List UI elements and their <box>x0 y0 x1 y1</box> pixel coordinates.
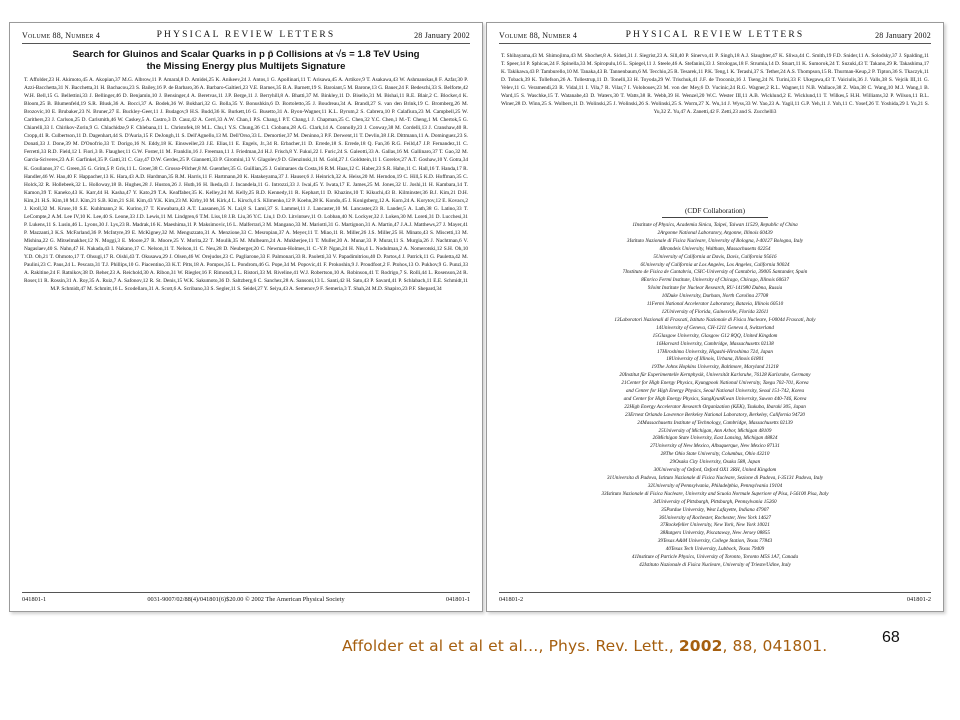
institution-line: 30University of Oxford, Oxford OX1 3RH, United Kingdom <box>653 467 777 474</box>
citation-text: Affolder et al et al et al…, Phys. Rev. Lett., <box>342 637 679 655</box>
institution-line: 32University of Pennsylvania, Philadelphia, Pennsylvania 19104 <box>647 482 783 489</box>
institution-line: 9Joint Institute for Nuclear Research, RU-141980 Dubna, Russia <box>647 285 783 292</box>
issue-date: 28 January 2002 <box>414 31 470 40</box>
institution-line: 3Istituto Nazionale di Fisica Nucleare, University of Bologna, I-40127 Bologna, Italy <box>626 237 804 244</box>
issue-date: 28 January 2002 <box>875 31 931 40</box>
institution-line: 28The Ohio State University, Columbus, Ohio 43210 <box>660 451 770 458</box>
citation-year: 2002 <box>678 637 723 655</box>
page-header <box>22 29 470 44</box>
institution-line: 39Texas A&M University, College Station, Texas 77843 <box>657 538 773 545</box>
institution-line: 34University of Pittsburgh, Pittsburgh, Pennsylvania 15260 <box>653 498 777 505</box>
institution-line: 4Brandeis University, Waltham, Massachusetts 02254 <box>659 245 771 252</box>
footer-copyright: 0031-9007/02/88(4)/041801(6)$20.00 © 2002 The American Physical Society <box>147 596 345 603</box>
institution-line: 12University of Florida, Gainesville, Florida 32611 <box>661 308 769 315</box>
page-footer <box>499 592 931 607</box>
footer-page-id-right: 041801-1 <box>445 596 470 603</box>
citation-caption <box>342 637 827 655</box>
institution-line: 2Argonne National Laboratory, Argonne, Illinois 60439 <box>657 229 773 236</box>
institution-line: 18University of Illinois, Urbana, Illinois 61801 <box>666 356 764 363</box>
institution-line: 29Osaka City University, Osaka 588, Japan <box>669 459 761 466</box>
paper-title <box>30 49 462 72</box>
institution-line: 21Center for High Energy Physics, Kyungpook National University, Taegu 702-701, Korea <box>621 380 809 387</box>
collaboration-divider <box>662 217 768 218</box>
institution-line: 23Ernest Orlando Lawrence Berkeley National Laboratory, Berkeley, California 94720 <box>625 411 805 418</box>
institution-line: 37Rockefeller University, New York, New York 10021 <box>660 522 770 529</box>
institution-line: 38Rutgers University, Piscataway, New Jersey 08855 <box>660 530 770 537</box>
slide-number: 68 <box>882 629 900 646</box>
page-header <box>499 29 931 44</box>
institution-line: 41Institute of Particle Physics, University of Toronto, Toronto M5S 1A7, Canada <box>631 554 799 561</box>
journal-name: PHYSICAL REVIEW LETTERS <box>156 30 336 40</box>
institution-line: 26Michigan State University, East Lansing, Michigan 48824 <box>652 435 778 442</box>
institution-line: 6University of California at Los Angeles, Los Angeles, California 90024 <box>640 261 790 268</box>
volume-label: Volume 88, Number 4 <box>22 31 101 40</box>
title-line-1: Search for Gluinos and Scalar Quarks in p p̄ Collisions at √s = 1.8 TeV Using <box>72 49 420 60</box>
institution-line: 35Purdue University, West Lafayette, Indiana 47907 <box>661 506 769 513</box>
journal-name: PHYSICAL REVIEW LETTERS <box>625 30 805 40</box>
institution-line: 10Duke University, Durham, North Carolina 27708 <box>661 293 769 300</box>
author-list-continued: T. Shibayama,43 M. Shimojima,43 M. Shochet,8 A. Sidoti,31 J. Siegrist,23 A. Sill,40 P. Sinervo,41 P. Singh,18 A.J. Slaughter,47 K. Sliwa,44 C. Smith,19 F.D. Snider,11 A. Solodsky,37 J. Spalding,11 T. Speer,14 P. Sphicas,24 F. Spinella,33 M. Spiropulu,16 L. Spiegel,11 J. Steele,46 A. Stefanini,33 J. Strologas,18 F. Strumia,14 D. Stuart,11 K. Sumorok,24 T. Suzuki,43 T. Takano,29 R. Takashima,17 K. Takikawa,43 P. Tamburello,10 M. Tanaka,43 B. Tannenbaum,6 M. Tecchio,25 R. Tesarek,11 P.K. Teng,1 K. Terashi,37 S. Tether,24 A.S. Thompson,15 R. Thurman-Keup,2 P. Tipton,36 S. Tkaczyk,11 D. Toback,39 K. Tollefson,26 A. Tollestrup,11 D. Tonelli,33 H. Toyoda,29 W. Trischuk,41 J.F. de Troconiz,16 J. Tseng,24 N. Turini,33 F. Ukegawa,43 T. Vaiciulis,36 J. Valls,38 S. Vejcik III,11 G. Velev,11 G. Veramendi,23 R. Vidal,11 I. Vila,7 R. Vilar,7 I. Volobouev,23 M. von der Mey,6 D. Vucinic,24 R.G. Wagner,2 R.L. Wagner,11 N.B. Wallace,38 Z. Wan,38 C. Wang,10 M.J. Wang,1 B. Ward,15 S. Waschke,15 T. Watanabe,43 D. Waters,30 T. Watts,38 R. Webb,39 H. Wenzel,20 W.C. Wester III,11 A.B. Wicklund,2 E. Wicklund,11 T. Wilkes,5 H.H. Williams,32 P. Wilson,11 B.L. Winer,28 D. Winn,25 S. Wolbers,11 D. Wolinski,25 J. Wolinski,26 S. Wolinski,25 S. Worm,27 X. Wu,14 J. Wyss,33 W. Yao,23 A. Yagil,11 G.P. Yeh,11 J. Yoh,11 C. Yosef,26 T. Yoshida,29 I. Yu,21 S. Yu,32 Z. Yu,47 A. Zanetti,42 F. Zetti,23 and S. Zucchelli3 <box>501 53 929 116</box>
institution-line: 20Institut für Experimentelle Kernphysik, Universität Karlsruhe, 76128 Karlsruhe, Germany <box>619 372 811 379</box>
institution-line: 25University of Michigan, Ann Arbor, Michigan 48109 <box>658 427 772 434</box>
left-journal-page <box>9 22 483 612</box>
institution-line: 31Universita di Padova, Istituto Nazionale di Fisica Nucleare, Sezione di Padova, I-35131 Padova, Italy <box>606 475 824 481</box>
page-footer <box>22 592 470 607</box>
institution-line: 5University of California at Davis, Davis, California 95616 <box>653 253 777 260</box>
institution-line: 1Institute of Physics, Academia Sinica, Taipei, Taiwan 11529, Republic of China <box>632 222 798 228</box>
institution-line: 8Enrico Fermi Institute, University of Chicago, Chicago, Illinois 60637 <box>641 277 789 284</box>
footer-page-id: 041801-1 <box>22 596 47 603</box>
institution-line: 24Massachusetts Institute of Technology, Cambridge, Massachusetts 02139 <box>637 419 793 426</box>
citation-details: , 88, 041801. <box>722 637 828 655</box>
institution-line: 15Glasgow University, Glasgow G12 8QQ, United Kingdom <box>652 332 778 339</box>
footer-page-id: 041801-2 <box>499 596 524 603</box>
author-list: T. Affolder,23 H. Akimoto,45 A. Akopian,37 M.G. Albrow,11 P. Amaral,8 D. Amidei,25 K. Anikeev,24 J. Antos,1 G. Apollinari,11 T. Arisawa,45 A. Artikov,9 T. Asakawa,43 W. Ashmanskas,8 F. Azfar,30 P. Azzi-Bacchetta,31 N. Bacchetta,31 H. Bachacou,23 S. Bailey,16 P. de Barbaro,36 A. Barbaro-Galtieri,23 V.E. Barnes,35 B.A. Barnett,19 S. Baroiant,5 M. Barone,13 G. Bauer,24 F. Bedeschi,33 S. Belforte,42 W.H. Bell,15 G. Bellettini,33 J. Bellinger,46 D. Benjamin,10 J. Bensinger,4 A. Beretvas,11 J.P. Berge,11 J. Berryhill,8 A. Bhatti,37 M. Binkley,11 D. Bisello,31 M. Bishai,11 R.E. Blair,2 C. Blocker,4 K. Bloom,25 B. Blumenfeld,19 S.R. Blusk,36 A. Bocci,37 A. Bodek,36 W. Bokhari,32 G. Bolla,35 Y. Bonushkin,6 D. Bortoletto,35 J. Boudreau,34 A. Brandl,27 S. van den Brink,19 C. Bromberg,26 M. Brozovic,10 E. Brubaker,23 N. Bruner,27 E. Buckley-Geer,11 J. Budagov,9 H.S. Budd,36 K. Burkett,16 G. Busetto,31 A. Byon-Wagner,11 K.L. Byrum,2 S. Cabrera,10 P. Calafiura,23 M. Campbell,25 W. Carithers,23 J. Carlson,25 D. Carlsmith,46 W. Caskey,5 A. Castro,3 D. Cauz,42 A. Cerri,33 A.W. Chan,1 P.S. Chang,1 P.T. Chang,1 J. Chapman,25 C. Chen,32 Y.C. Chen,1 M.-T. Cheng,1 M. Chertok,5 G. Chiarelli,33 I. Chirikov-Zorin,9 G. Chlachidze,9 F. Chlebana,11 L. Christofek,18 M.L. Chu,1 Y.S. Chung,36 C.I. Ciobanu,28 A.G. Clark,14 A. Connolly,23 J. Conway,38 M. Cordelli,13 J. Cranshaw,40 R. Cropp,41 R. Culbertson,11 D. Dagenhart,44 S. D'Auria,15 F. DeJongh,11 S. Dell'Agnello,13 M. Dell'Orso,33 L. Demortier,37 M. Deninno,3 P.F. Derwent,11 T. Devlin,38 J.R. Dittmann,11 A. Dominguez,23 S. Donati,33 J. Done,39 M. D'Onofrio,33 T. Dorigo,16 N. Eddy,18 K. Einsweiler,23 J.E. Elias,11 E. Engels, Jr.,34 R. Erbacher,11 D. Errede,18 S. Errede,18 Q. Fan,36 R.G. Feild,47 J.P. Fernandez,11 C. Ferretti,33 R.D. Field,12 I. Fiori,3 B. Flaugher,11 G.W. Foster,11 M. Franklin,16 J. Freeman,11 J. Friedman,24 H.J. Frisch,8 Y. Fukui,22 I. Furic,24 S. Galeotti,33 A. Gallas,16 M. Gallinaro,37 T. Gao,32 M. Garcia-Sciveres,23 A.F. Garfinkel,35 P. Gatti,31 C. Gay,47 D.W. Gerdes,25 P. Giannetti,33 P. Giromini,13 V. Glagolev,9 D. Glenzinski,11 M. Gold,27 J. Goldstein,11 I. Gorelov,27 A.T. Goshaw,10 Y. Gotra,34 K. Goulianos,37 C. Green,35 G. Grim,5 P. Gris,11 L. Groer,38 C. Grosso-Pilcher,8 M. Guenther,35 G. Guillian,25 J. Guimaraes da Costa,16 R.M. Haas,12 C. Haber,23 S.R. Hahn,11 C. Hall,16 T. Handa,17 R. Handler,46 W. Hao,40 F. Happacher,13 K. Hara,43 A.D. Hardman,35 R.M. Harris,11 F. Hartmann,20 K. Hatakeyama,37 J. Hauser,6 J. Heinrich,32 A. Heiss,20 M. Herndon,19 C. Hill,5 K.D. Hoffman,35 C. Holck,32 R. Hollebeek,32 L. Holloway,18 B. Hughes,28 J. Huston,26 J. Huth,16 H. Ikeda,43 J. Incandela,11 G. Introzzi,33 J. Iwai,45 Y. Iwata,17 E. James,25 M. Jones,32 U. Joshi,11 H. Kambara,14 T. Kamon,39 T. Kaneko,43 K. Karr,44 H. Kasha,47 Y. Kato,29 T.A. Keaffaber,35 K. Kelley,24 M. Kelly,25 R.D. Kennedy,11 R. Kephart,11 D. Khazins,10 T. Kikuchi,43 B. Kilminster,36 B.J. Kim,21 D.H. Kim,21 H.S. Kim,18 M.J. Kim,21 S.B. Kim,21 S.H. Kim,43 Y.K. Kim,23 M. Kirby,10 M. Kirk,4 L. Kirsch,4 S. Klimenko,12 P. Koehn,28 K. Kondo,45 J. Konigsberg,12 A. Korn,24 A. Korytov,12 E. Kovacs,2 J. Kroll,32 M. Kruse,10 S.E. Kuhlmann,2 K. Kurino,17 T. Kuwabara,43 A.T. Laasanen,35 N. Lai,8 S. Lami,37 S. Lammel,11 J. Lancaster,10 M. Lancaster,23 R. Lander,5 A. Lath,38 G. Latino,33 T. LeCompte,2 A.M. Lee IV,10 K. Lee,40 S. Leone,33 J.D. Lewis,11 M. Lindgren,6 T.M. Liss,18 J.B. Liu,36 Y.C. Liu,1 D.O. Litvintsev,11 O. Lobban,40 N. Lockyer,32 J. Loken,30 M. Loreti,31 D. Lucchesi,31 P. Lukens,11 S. Lusin,46 L. Lyons,30 J. Lys,23 R. Madrak,16 K. Maeshima,11 P. Maksimovic,16 L. Malferrari,3 M. Mangano,33 M. Mariotti,31 G. Martignon,31 A. Martin,47 J.A.J. Matthews,27 J. Mayer,41 P. Mazzanti,3 K.S. McFarland,36 P. McIntyre,39 E. McKigney,32 M. Menguzzato,31 A. Menzione,33 C. Mesropian,37 A. Meyer,11 T. Miao,11 R. Miller,26 J.S. Miller,25 H. Minato,43 S. Miscetti,13 M. Mishina,22 G. Mitselmakher,12 N. Moggi,3 E. Moore,27 R. Moore,25 Y. Morita,22 T. Moulik,35 M. Mulhearn,24 A. Mukherjee,11 T. Muller,20 A. Munar,33 P. Murat,11 S. Murgia,26 J. Nachtman,6 V. Nagaslaev,40 S. Nahn,47 H. Nakada,43 I. Nakano,17 C. Nelson,11 T. Nelson,11 C. Neu,28 D. Neuberger,20 C. Newman-Holmes,11 C.-Y.P. Ngan,24 H. Niu,4 L. Nodulman,2 A. Nomerotski,12 S.H. Oh,10 Y.D. Oh,21 T. Ohmoto,17 T. Ohsugi,17 R. Oishi,43 T. Okusawa,29 J. Olsen,46 W. Orejudos,23 C. Pagliarone,33 F. Palmonari,33 R. Paoletti,33 V. Papadimitriou,40 D. Partos,4 J. Patrick,11 G. Pauletta,42 M. Paulini,23 C. Paus,24 L. Pescara,31 T.J. Phillips,10 G. Piacentino,33 K.T. Pitts,18 A. Pompos,35 L. Pondrom,46 G. Pope,34 M. Popovic,41 F. Prokoshin,9 J. Proudfoot,2 F. Ptohos,13 O. Pukhov,9 G. Punzi,33 A. Rakitine,24 F. Ratnikov,38 D. Reher,23 A. Reichold,30 A. Ribon,31 W. Riegler,16 F. Rimondi,3 L. Ristori,33 M. Riveline,41 W.J. Robertson,10 A. Robinson,41 T. Rodrigo,7 S. Rolli,44 L. Rosenson,24 R. Roser,11 R. Rossin,31 A. Roy,35 A. Ruiz,7 A. Safonov,12 R. St. Denis,15 W.K. Sakumoto,36 D. Saltzberg,6 C. Sanchez,28 A. Sansoni,13 L. Santi,42 H. Sato,43 P. Savard,41 P. Schlabach,11 E.E. Schmidt,11 M.P. Schmidt,47 M. Schmitt,16 L. Scodellaro,31 A. Scott,6 A. Scribano,33 S. Segler,11 S. Seidel,27 Y. Seiya,43 A. Semenov,9 F. Semeria,3 T. Shah,24 M.D. Shapiro,23 P.F. Shepard,34 <box>24 77 468 293</box>
institution-line: 16Harvard University, Cambridge, Massachusetts 02138 <box>656 340 774 347</box>
title-line-2: the Missing Energy plus Multijets Signature <box>146 60 346 72</box>
institution-line: 17Hiroshima University, Higashi-Hiroshima 724, Japan <box>657 348 773 355</box>
institution-line: 22High Energy Accelerator Research Organization (KEK), Tsukuba, Ibaraki 305, Japan <box>624 403 806 410</box>
institution-line: 27University of New Mexico, Albuquerque, New Mexico 87131 <box>650 443 780 450</box>
institution-line: 42Istituto Nazionale di Fisica Nucleare, University of Trieste/Udine, Italy <box>639 561 791 568</box>
institution-line: and Center for High Energy Physics, Seoul National University, Seoul 151-742, Korea <box>625 388 805 395</box>
institution-line: and Center for High Energy Physics, SungKyunKwan University, Suwon 440-746, Korea <box>623 395 807 402</box>
institution-line: 13Laboratori Nazionali di Frascati, Istituto Nazionale di Fisica Nucleare, I-00044 Frascati, Italy <box>614 316 816 323</box>
institution-line: 11Fermi National Accelerator Laboratory, Batavia, Illinois 60510 <box>646 301 784 308</box>
collaboration-label: (CDF Collaboration) <box>684 207 746 215</box>
volume-label: Volume 88, Number 4 <box>499 31 578 40</box>
institution-line: 14University of Geneva, CH-1211 Geneva 4, Switzerland <box>656 324 774 331</box>
institution-line: 36University of Rochester, Rochester, New York 14627 <box>658 514 772 521</box>
institution-line: 7Instituto de Fisica de Cantabria, CSIC-University of Cantabria, 39005 Santander, Spain <box>622 269 808 276</box>
institution-line: 33Istituto Nazionale di Fisica Nucleare, University and Scuola Normale Superiore of Pisa, I-56100 Pisa, Italy <box>601 490 829 497</box>
footer-page-id-right: 041801-2 <box>906 596 931 603</box>
institution-line: 40Texas Tech University, Lubbock, Texas 79409 <box>665 546 765 553</box>
right-journal-page <box>486 22 944 612</box>
institution-list <box>517 222 913 594</box>
institution-line: 19The Johns Hopkins University, Baltimore, Maryland 21218 <box>651 364 779 371</box>
